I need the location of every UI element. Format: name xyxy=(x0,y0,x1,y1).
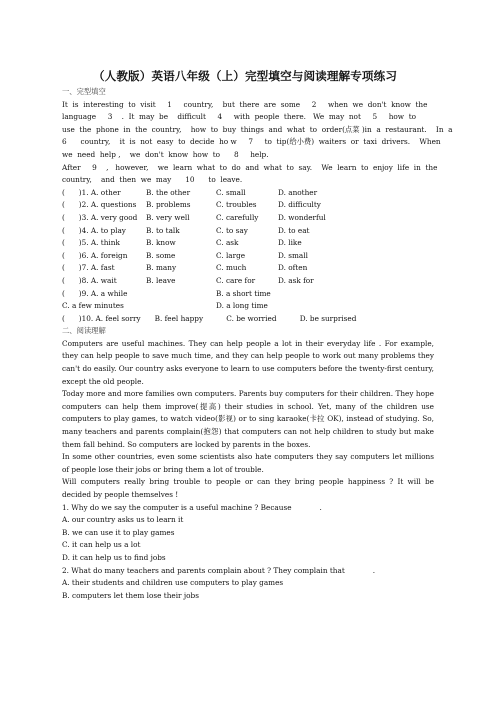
option-b: B. leave xyxy=(146,275,176,285)
option-a: ( )6. A. foreign xyxy=(62,250,128,260)
option-a: ( )2. A. questions xyxy=(62,200,137,210)
reading-paragraph: Will computers really bring trouble to people or can they bring people happiness ? It will be decided by people themselves ! xyxy=(62,477,434,499)
section-heading-reading: 二、阅读理解 xyxy=(62,326,106,336)
option-a: ( )5. A. think xyxy=(62,238,120,248)
option-row: ( )10. A. feel sorry B. feel happy C. be worried D. be surprised xyxy=(62,313,357,323)
cloze-line: we need help , we don't know how to 8 help. xyxy=(62,149,269,159)
answer-option: A. our country asks us to learn it xyxy=(62,515,184,525)
answer-option: D. it can help us to find jobs xyxy=(62,552,166,562)
option-d: D. ask for xyxy=(278,275,314,285)
option-row xyxy=(62,187,434,200)
option-d: D. small xyxy=(278,250,308,260)
question-text: 2. What do many teachers and parents complain about ? They complain that xyxy=(62,565,345,575)
option-row xyxy=(62,275,434,288)
option-d: D. another xyxy=(278,187,318,197)
option-d: D. to eat xyxy=(278,225,310,235)
cloze-line: use the phone in the country, how to buy things and what to order(点菜 )in a restaurant. In a xyxy=(62,124,453,134)
option-c: C. much xyxy=(216,263,247,273)
option-c: C. carefully xyxy=(216,212,259,222)
option-d: D. difficulty xyxy=(278,200,321,210)
option-b: B. a short time xyxy=(216,288,271,298)
option-c: C. care for xyxy=(216,275,256,285)
option-d: D. often xyxy=(278,263,308,273)
cloze-options xyxy=(62,187,434,288)
option-a: ( )9. A. a while xyxy=(62,288,128,298)
option-a: ( )4. A. to play xyxy=(62,225,126,235)
option-c: C. ask xyxy=(216,238,239,248)
option-a: ( )7. A. fast xyxy=(62,263,115,273)
question-text: 1. Why do we say the computer is a useful machine ? Because xyxy=(62,502,292,512)
option-b: B. problems xyxy=(146,200,191,210)
option-row xyxy=(62,250,434,263)
option-row xyxy=(62,262,434,275)
answer-option: C. it can help us a lot xyxy=(62,540,141,550)
option-row xyxy=(62,199,434,212)
cloze-line: After 9 , however, we learn what to do and what to say. We learn to enjoy life in the xyxy=(62,162,438,172)
cloze-line: It is interesting to visit 1 country, but there are some 2 when we don't know the xyxy=(62,99,428,109)
option-c: C. to say xyxy=(216,225,248,235)
question: 2. What do many teachers and parents complain about ? They complain that . xyxy=(62,565,376,575)
option-b: B. some xyxy=(146,250,176,260)
cloze-passage xyxy=(62,99,453,187)
option-row xyxy=(62,212,434,225)
document-page xyxy=(62,68,453,602)
answer-option: A. their students and children use computers to play games xyxy=(62,578,284,588)
document-title: （人教版）英语八年级（上）完型填空与阅读理解专项练习 xyxy=(92,69,398,83)
option-c: C. small xyxy=(216,187,246,197)
option-b: B. very well xyxy=(146,212,190,222)
option-c: C. troubles xyxy=(216,200,257,210)
option-a: ( )1. A. other xyxy=(62,187,121,197)
cloze-line: country, and then we may 10 to leave. xyxy=(62,175,243,185)
cloze-line: 6 country, it is not easy to decide ho w 7 to tip(给小费) waiters or taxi drivers. When xyxy=(62,137,441,147)
reading-paragraph: Today more and more families own computers. Parents buy computers for their children. They hope computers can help them improve(提高) their studies in school. Yet, many of the children use computers to play games, to watch video(影视) or to sing karaoke(卡拉 OK), instead of studying. So, many teachers and parents complain(抱怨) that computers can not help children to study but make them fall behind. So computers are locked by parents in the boxes. xyxy=(62,389,434,449)
option-d: D. wonderful xyxy=(278,212,326,222)
reading-paragraph: Computers are useful machines. They can help people a lot in their everyday life . For example, they can help people to save much time, and they can help people to work out many problems they can't do easily. Our country asks everyone to learn to use computers before the twenty-first century, except the old people. xyxy=(62,338,434,386)
answer-option: B. we can use it to play games xyxy=(62,527,175,537)
option-d: D. a long time xyxy=(216,301,268,311)
option-b: B. the other xyxy=(146,187,191,197)
option-c: C. a few minutes xyxy=(62,301,124,311)
option-b: B. to talk xyxy=(146,225,180,235)
reading-paragraph: In some other countries, even some scientists also hate computers they say computers let millions of people lose their jobs or bring them a lot of trouble. xyxy=(62,452,434,474)
option-b: B. know xyxy=(146,238,176,248)
option-row xyxy=(62,237,434,250)
option-row xyxy=(62,300,434,313)
section-heading-cloze: 一、完型填空 xyxy=(62,87,106,96)
answer-option: B. computers let them lose their jobs xyxy=(62,590,199,600)
cloze-line: language 3 . It may be difficult 4 with people there. We may not 5 how to xyxy=(62,112,417,122)
option-row xyxy=(62,288,434,301)
option-b: B. many xyxy=(146,263,177,273)
option-c: C. large xyxy=(216,250,246,260)
option-row xyxy=(62,225,434,238)
option-a: ( )8. A. wait xyxy=(62,275,117,285)
option-d: D. like xyxy=(278,238,302,248)
option-a: ( )3. A. very good xyxy=(62,212,138,222)
question: 1. Why do we say the computer is a useful machine ? Because . xyxy=(62,502,322,512)
